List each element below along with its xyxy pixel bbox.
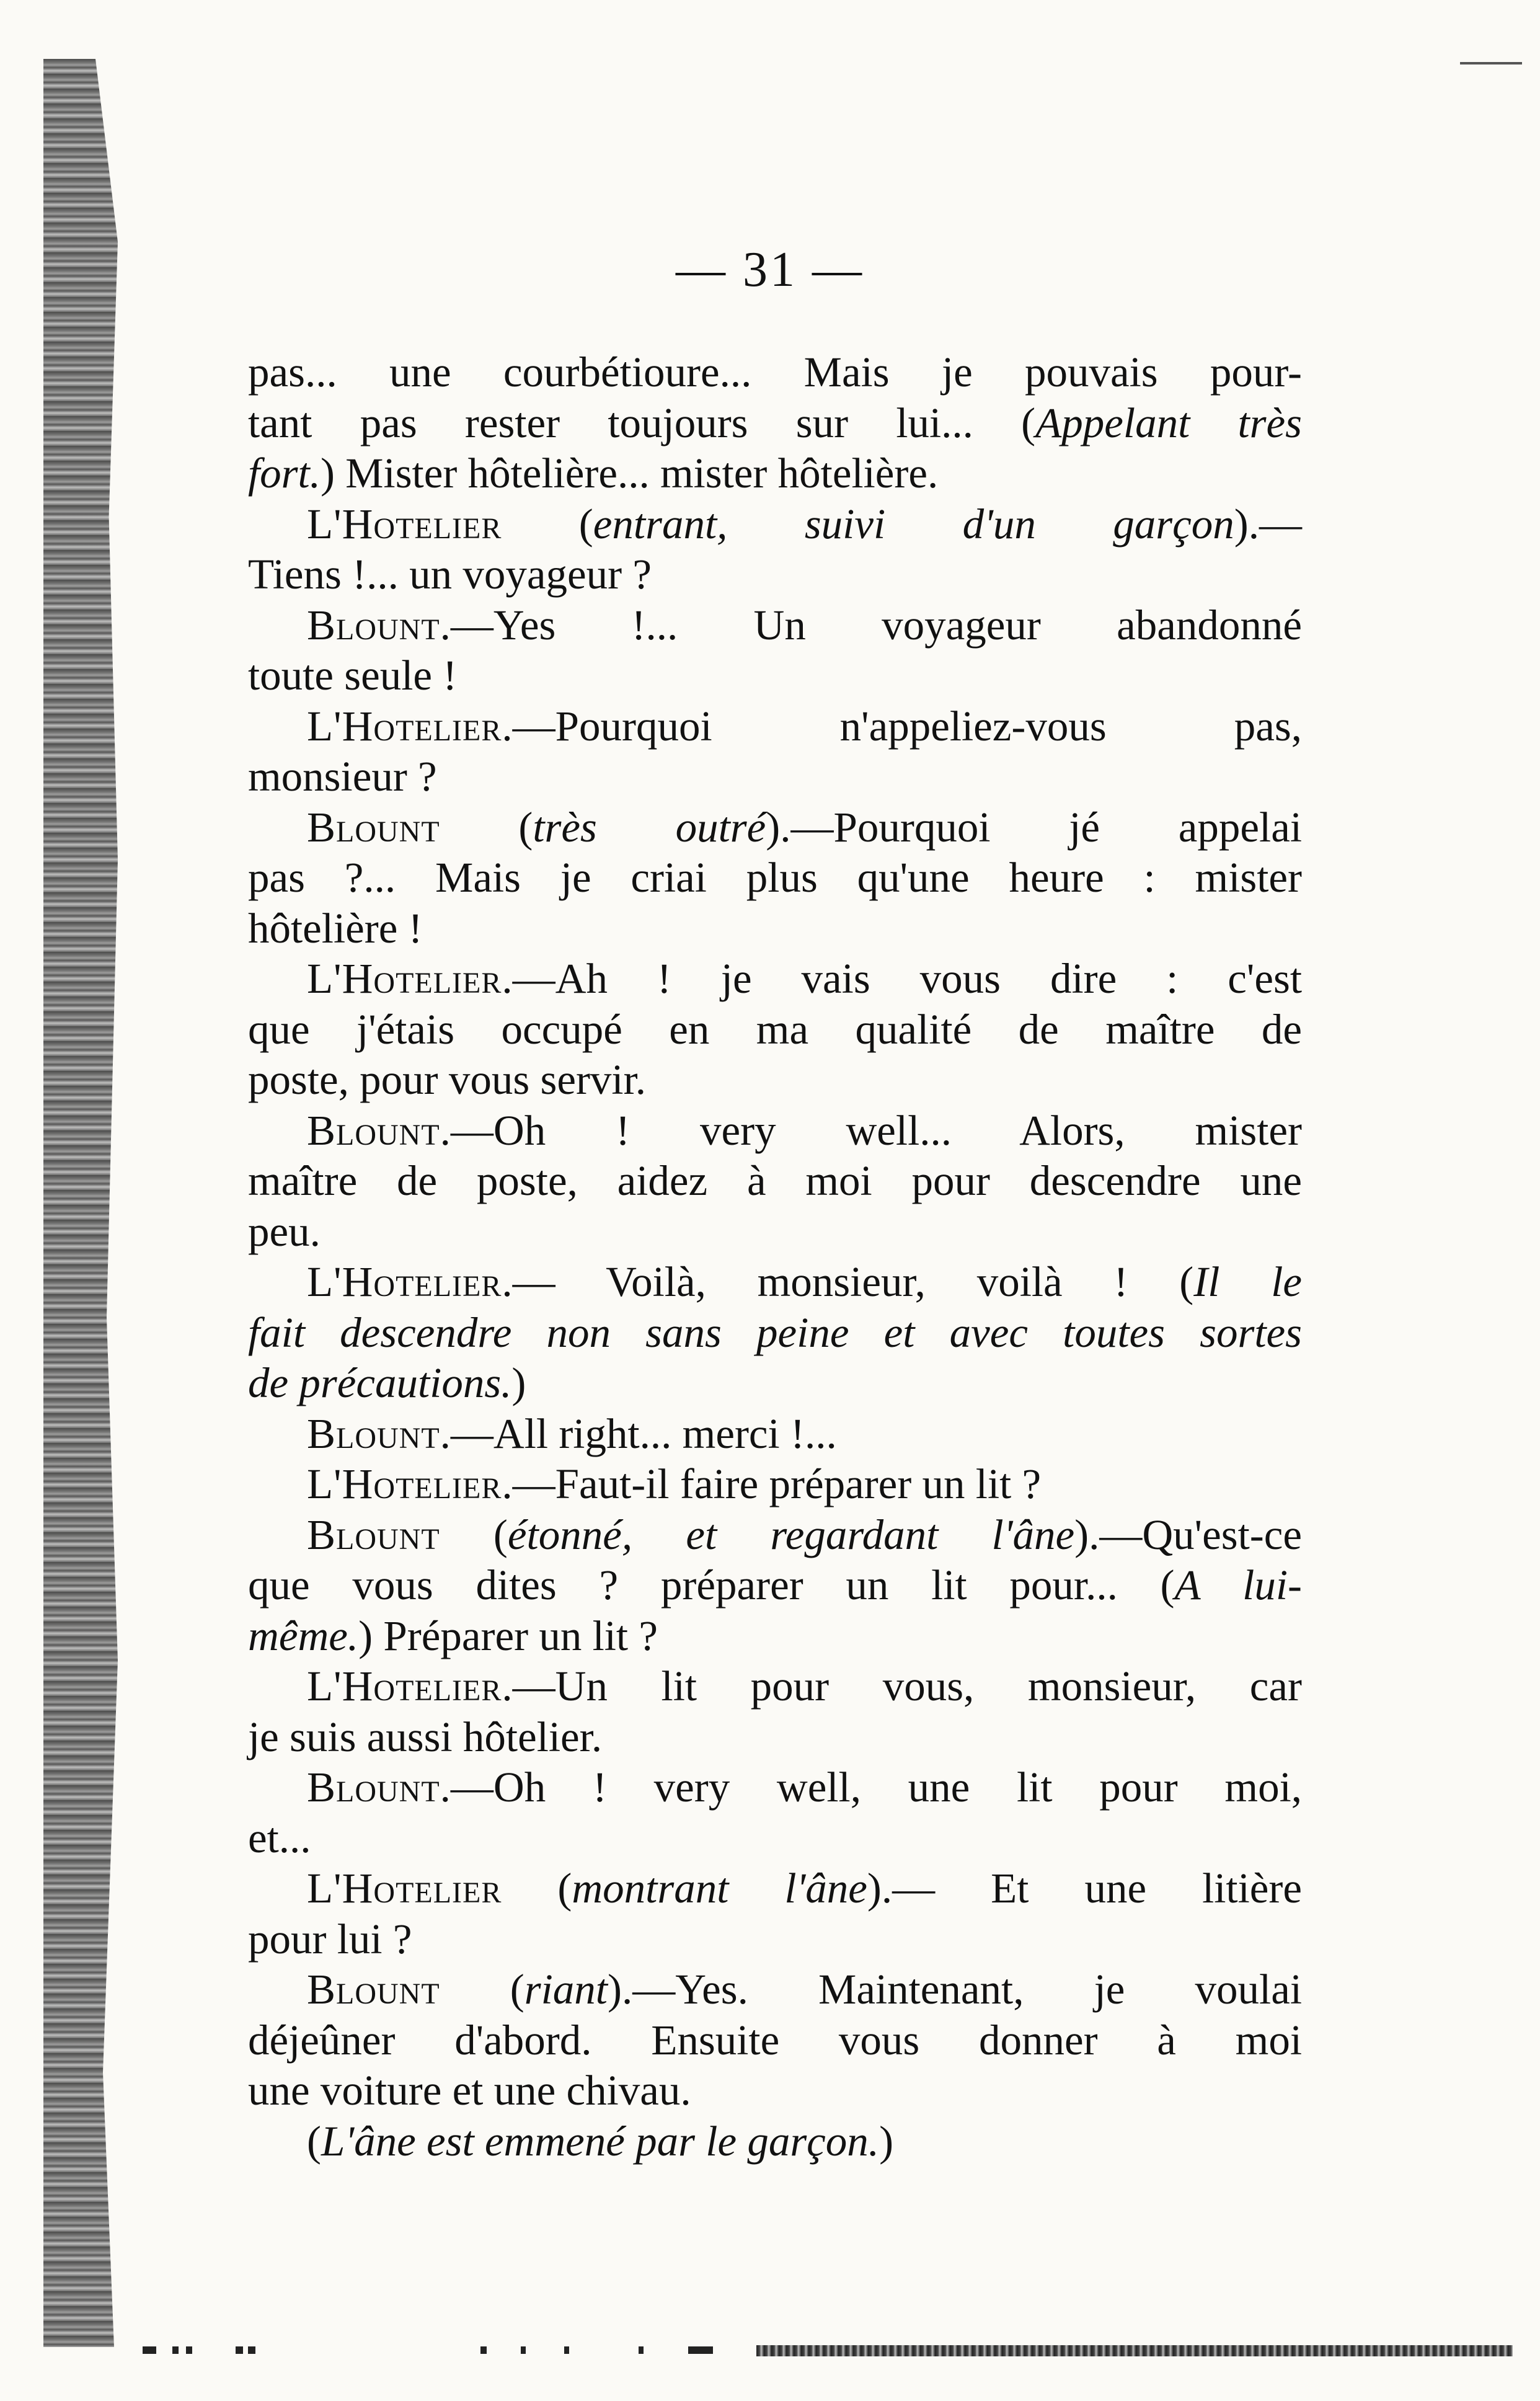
bottom-edge-strip: [756, 2345, 1513, 2356]
text-line: [248, 1308, 1302, 1359]
dialogue-text: .—All right... merci !...: [440, 1409, 837, 1457]
text-line: [248, 954, 1302, 1005]
stage-direction: de précautions.: [248, 1359, 512, 1406]
text-line: [248, 1409, 1302, 1460]
text-line: [248, 903, 1302, 954]
stage-direction: Il le: [1193, 1258, 1302, 1305]
dialogue-text: Tiens !... un voyageur ?: [248, 551, 652, 598]
text-line: [248, 1863, 1302, 1914]
dialogue-text: que vous dites ? préparer un lit pour... (: [248, 1561, 1175, 1609]
dialogue-text: pour lui ?: [248, 1915, 412, 1963]
speaker-name: L'Hotelier: [307, 1662, 502, 1710]
dialogue-text: .—Oh ! very well... Alors, mister: [440, 1106, 1302, 1154]
text-line: [248, 1964, 1302, 2015]
dialogue-text: ): [511, 1359, 526, 1406]
text-line: [248, 1762, 1302, 1813]
stage-direction: L'âne est emmené par le garçon.: [321, 2117, 880, 2165]
dialogue-text: tant pas rester toujours sur lui... (: [248, 399, 1036, 446]
speaker-name: L'Hotelier: [307, 1865, 502, 1912]
text-line: [248, 752, 1302, 802]
dialogue-text: (: [307, 2117, 321, 2165]
text-line: [248, 1459, 1302, 1510]
dialogue-text: ) Préparer un lit ?: [358, 1612, 658, 1659]
dialogue-text: .—Faut-il faire préparer un lit ?: [502, 1460, 1042, 1507]
dialogue-text: toute seule !: [248, 652, 458, 699]
dialogue-text: je suis aussi hôtelier.: [248, 1713, 603, 1760]
dialogue-text: poste, pour vous servir.: [248, 1056, 647, 1103]
text-line: [248, 1611, 1302, 1662]
stage-direction: Appelant très: [1035, 399, 1302, 446]
text-line: [248, 1712, 1302, 1763]
stage-direction: étonné, et regardant l'âne: [507, 1511, 1075, 1558]
text-line: [248, 1156, 1302, 1207]
dialogue-text: que j'étais occupé en ma qualité de maître de: [248, 1005, 1302, 1053]
dialogue-text: .—Un lit pour vous, monsieur, car: [502, 1662, 1302, 1710]
stage-direction: A lui-: [1174, 1561, 1302, 1609]
page-text: [248, 347, 1302, 2167]
dialogue-text: ).—Yes. Maintenant, je voulai: [607, 1966, 1302, 2013]
text-line: [248, 549, 1302, 600]
text-line: [248, 2015, 1302, 2066]
text-line: [248, 650, 1302, 701]
text-line: [248, 701, 1302, 752]
dialogue-text: (: [440, 1511, 508, 1558]
dialogue-text: .— Voilà, monsieur, voilà ! (: [502, 1258, 1194, 1305]
text-line: [248, 802, 1302, 853]
speaker-name: L'Hotelier: [307, 500, 502, 548]
text-line: [248, 398, 1302, 449]
speaker-name: Blount: [307, 1511, 440, 1558]
book-spine-shadow: [43, 59, 118, 2347]
stage-direction: montrant l'âne: [572, 1865, 867, 1912]
dialogue-text: hôtelière !: [248, 904, 423, 952]
stage-direction: entrant, suivi d'un garçon: [593, 500, 1234, 548]
page-number: — 31 —: [676, 242, 864, 297]
speaker-name: Blount: [307, 1966, 440, 2013]
speaker-name: L'Hotelier: [307, 955, 502, 1002]
dialogue-text: (: [440, 1966, 524, 2013]
text-line: [248, 1005, 1302, 1055]
dialogue-text: ).—Pourquoi jé appelai: [766, 803, 1302, 851]
dialogue-text: .—Yes !... Un voyageur abandonné: [440, 601, 1302, 649]
dialogue-text: ).—Qu'est-ce: [1074, 1511, 1302, 1558]
speaker-name: Blount: [307, 803, 440, 851]
text-line: [248, 1106, 1302, 1156]
dialogue-text: .—Oh ! very well, une lit pour moi,: [440, 1764, 1302, 1811]
dialogue-text: ) Mister hôtelière... mister hôtelière.: [320, 450, 939, 497]
speaker-name: L'Hotelier: [307, 1460, 502, 1507]
speaker-name: Blount: [307, 1106, 440, 1154]
stage-direction: riant: [524, 1966, 608, 2013]
text-line: [248, 2116, 1302, 2167]
dialogue-text: monsieur ?: [248, 753, 437, 800]
top-edge-mark: [1460, 62, 1522, 64]
text-line: [248, 1257, 1302, 1308]
text-line: [248, 347, 1302, 398]
dialogue-text: et...: [248, 1814, 311, 1862]
dialogue-text: pas ?... Mais je criai plus qu'une heure : mister: [248, 854, 1302, 901]
speaker-name: L'Hotelier: [307, 702, 502, 750]
dialogue-text: ): [879, 2117, 894, 2165]
dialogue-text: peu.: [248, 1207, 321, 1255]
stage-direction: très outré: [533, 803, 766, 851]
stage-direction: fait descendre non sans peine et avec toutes sortes: [248, 1308, 1302, 1356]
text-line: [248, 2066, 1302, 2116]
dialogue-text: ).— Et une litière: [867, 1865, 1302, 1912]
dialogue-text: pas... une courbétioure... Mais je pouvais pour-: [248, 348, 1302, 396]
dialogue-text: .—Ah ! je vais vous dire : c'est: [502, 955, 1302, 1002]
speaker-name: Blount: [307, 1409, 440, 1457]
text-line: [248, 1207, 1302, 1258]
speaker-name: Blount: [307, 1764, 440, 1811]
text-line: [248, 1055, 1302, 1106]
dialogue-text: .—Pourquoi n'appeliez-vous pas,: [502, 702, 1302, 750]
text-line: [248, 853, 1302, 903]
dialogue-text: maître de poste, aidez à moi pour descendre une: [248, 1157, 1302, 1204]
text-line: [248, 499, 1302, 550]
text-line: [248, 448, 1302, 499]
text-line: [248, 1560, 1302, 1611]
text-line: [248, 1358, 1302, 1409]
bottom-edge-marks: [143, 2346, 750, 2355]
stage-direction: même.: [248, 1612, 359, 1659]
text-line: [248, 1510, 1302, 1561]
dialogue-text: (: [440, 803, 533, 851]
dialogue-text: (: [502, 1865, 572, 1912]
dialogue-text: déjeûner d'abord. Ensuite vous donner à moi: [248, 2016, 1302, 2064]
stage-direction: fort.: [248, 450, 321, 497]
text-line: [248, 1914, 1302, 1965]
speaker-name: Blount: [307, 601, 440, 649]
dialogue-text: ).—: [1234, 500, 1302, 548]
speaker-name: L'Hotelier: [307, 1258, 502, 1305]
text-line: [248, 600, 1302, 651]
text-line: [248, 1661, 1302, 1712]
dialogue-text: une voiture et une chivau.: [248, 2067, 691, 2114]
text-line: [248, 1813, 1302, 1864]
dialogue-text: (: [502, 500, 593, 548]
